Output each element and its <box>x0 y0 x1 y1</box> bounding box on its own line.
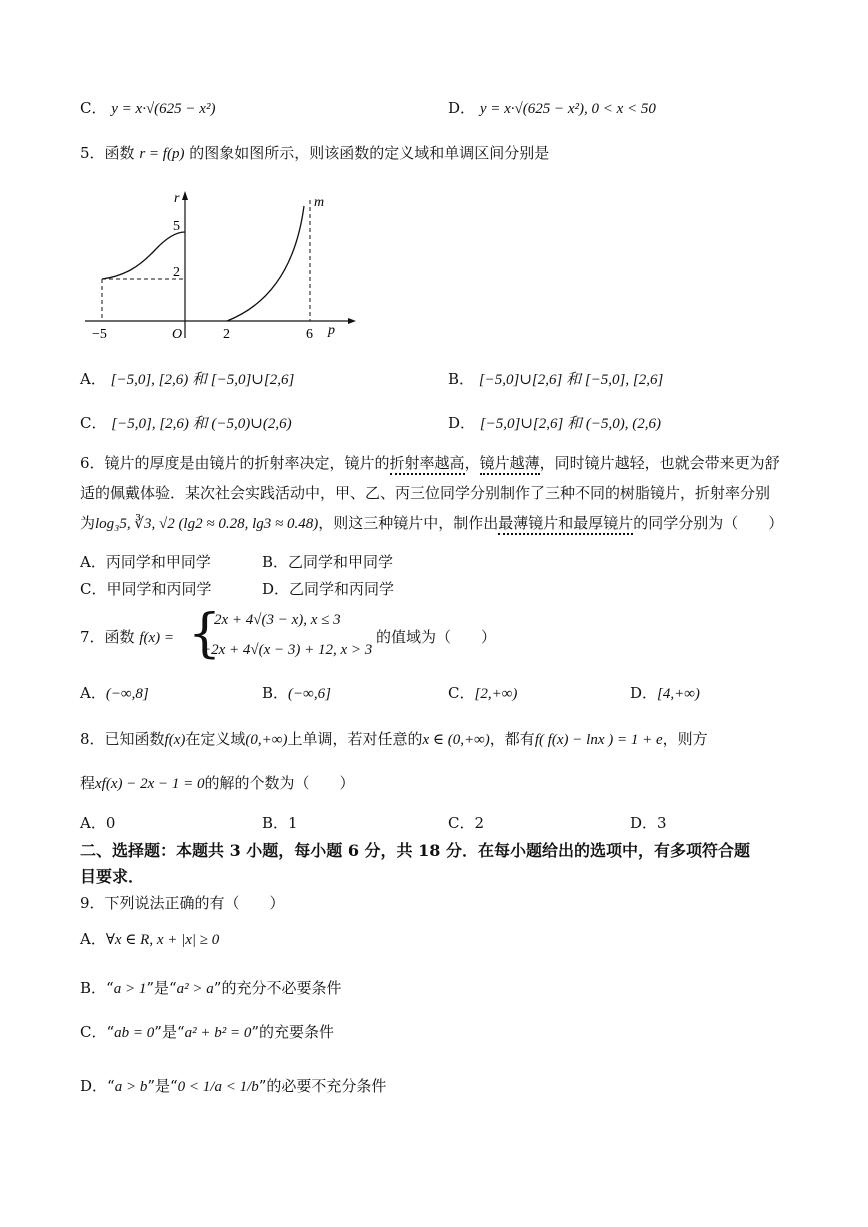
q5-function-graph <box>80 188 360 348</box>
stem-text: ，则这三种镜片中，制作出 <box>318 514 499 532</box>
y-axis-arrow-icon <box>182 191 188 200</box>
option-label: A． <box>80 684 106 702</box>
option-text: ”是“ <box>154 1023 185 1041</box>
stem-text: 适的佩戴体验．某次社会实践活动中，甲、乙、丙三位同学分别制作了三种不同的树脂镜片，折射率分别 <box>80 484 771 502</box>
stem-text: 6．镜片的厚度是由镜片的折射率决定，镜片的 <box>80 454 390 472</box>
q9-option-c <box>80 1021 334 1042</box>
option-label: C． <box>80 414 107 432</box>
q7-option-b <box>262 682 331 703</box>
stem-expression: f(x) <box>164 732 186 748</box>
stem-expression: f( f(x) − lnx ) = 1 + e <box>534 732 663 748</box>
q5-option-a <box>80 368 294 389</box>
q8-option-c: C．2 <box>448 814 485 832</box>
x-axis-arrow-icon <box>348 318 356 324</box>
origin-label: O <box>172 327 183 342</box>
curve-right <box>227 206 304 321</box>
q4-option-c <box>80 97 215 118</box>
option-text: ”是“ <box>146 979 177 997</box>
option-label: D． <box>448 99 476 117</box>
option-label: D． <box>80 1077 108 1095</box>
q7-case-2: −2x + 4√(x − 3) + 12, x > 3 <box>201 642 373 658</box>
option-label: C． <box>448 684 475 702</box>
option-text: ”的充分不必要条件 <box>213 979 342 997</box>
tick-label-x: 6 <box>306 327 313 342</box>
emphasis-text: 最薄镜片和最厚镜片 <box>498 514 633 535</box>
stem-text: 8．已知函数 <box>80 730 165 748</box>
curve-label-m: m <box>314 195 325 210</box>
q6-stem-line3 <box>80 512 783 533</box>
q6-stem-line1 <box>80 452 780 473</box>
stem-expression: (0,+∞) <box>245 732 288 748</box>
option-label: A． <box>80 370 106 388</box>
option-expression: ∀x ∈ R, x + |x| ≥ 0 <box>105 932 220 948</box>
q7-stem-tail: 的值域为（ ） <box>376 628 497 646</box>
q7-case-1: 2x + 4√(3 − x), x ≤ 3 <box>214 612 341 628</box>
option-expression: [2,+∞) <box>474 686 518 702</box>
quote-mark: “ <box>106 1023 115 1041</box>
option-label: D． <box>630 684 658 702</box>
q9-option-b <box>80 977 341 998</box>
stem-text: ，都有 <box>489 730 535 748</box>
stem-text: ， <box>464 454 480 472</box>
q6-option-b: B．乙同学和甲同学 <box>262 553 394 571</box>
stem-text: 为 <box>80 514 96 532</box>
q9-stem: 9．下列说法正确的有（ ） <box>80 894 285 912</box>
stem-expression: r = f(p) <box>139 146 185 162</box>
stem-text: 在定义域 <box>185 730 246 748</box>
tick-label-x: 2 <box>223 327 230 342</box>
emphasis-text: 折射率越高 <box>390 454 465 475</box>
emphasis-text: 镜片越薄 <box>480 454 540 475</box>
option-expression: a > b <box>114 1079 148 1095</box>
option-expression: a² > a <box>176 981 214 997</box>
stem-text: 上单调，若对任意的 <box>287 730 423 748</box>
q8-option-a: A．0 <box>80 814 116 832</box>
stem-expression: xf(x) − 2x − 1 = 0 <box>95 776 205 792</box>
option-label: A． <box>80 930 106 948</box>
q7-option-a <box>80 682 149 703</box>
option-label: B． <box>80 979 107 997</box>
q8-stem-line1 <box>80 728 708 749</box>
quote-mark: “ <box>106 979 114 997</box>
option-expression: [−5,0], [2,6) 和 [−5,0]∪[2,6] <box>110 372 295 388</box>
q5-option-c <box>80 412 292 433</box>
option-expression: [−5,0]∪[2,6] 和 (−5,0), (2,6) <box>479 416 661 432</box>
stem-text: ，同时镜片越轻，也就会带来更为舒 <box>539 454 780 472</box>
q8-stem-line2 <box>80 772 355 793</box>
q8-option-d: D．3 <box>630 814 667 832</box>
option-label: C． <box>80 1023 107 1041</box>
q5-option-b <box>448 368 663 389</box>
stem-text: 的图象如图所示，则该函数的定义域和单调区间分别是 <box>189 144 550 162</box>
q5-stem <box>80 142 549 163</box>
option-expression: y = x·√(625 − x²) <box>111 101 216 117</box>
stem-text: 的解的个数为（ ） <box>204 774 355 792</box>
q5-option-d <box>448 412 661 433</box>
y-axis-label: r <box>174 191 180 206</box>
q7-stem <box>80 626 174 647</box>
option-label: C． <box>80 99 107 117</box>
q8-option-b: B．1 <box>262 814 298 832</box>
q6-option-d: D．乙同学和丙同学 <box>262 580 395 598</box>
section-heading: 二、选择题：本题共 3 小题，每小题 6 分，共 18 分．在每小题给出的选项中，有多项符合题 <box>80 841 750 860</box>
q6-option-c: C．甲同学和丙同学 <box>80 580 212 598</box>
option-expression: (−∞,8] <box>105 686 149 702</box>
stem-text: 5．函数 <box>80 144 135 162</box>
stem-expression: x ∈ (0,+∞) <box>422 732 490 748</box>
option-text: ”是“ <box>147 1077 178 1095</box>
q6-option-a: A．丙同学和甲同学 <box>80 553 211 571</box>
option-expression: 0 < 1/a < 1/b <box>177 1079 259 1095</box>
q6-stem-line2 <box>80 482 770 503</box>
option-label: B． <box>262 684 289 702</box>
option-expression: (−∞,6] <box>288 686 331 702</box>
tick-label-x: −5 <box>92 327 107 342</box>
function-name: f(x) = <box>139 630 175 646</box>
piecewise-brace-icon: { <box>188 604 222 664</box>
stem-text: 程 <box>80 774 96 792</box>
tick-label-y: 2 <box>173 265 180 280</box>
option-expression: a > 1 <box>113 981 147 997</box>
q7-option-d <box>630 682 700 703</box>
section-heading-cont: 目要求． <box>80 867 145 886</box>
x-axis-label: p <box>328 323 335 338</box>
option-expression: a² + b² = 0 <box>184 1025 252 1041</box>
option-text: ”的必要不充分条件 <box>258 1077 387 1095</box>
q9-option-a <box>80 928 219 949</box>
option-label: D． <box>448 414 476 432</box>
q7-option-c <box>448 682 517 703</box>
tick-label-y: 5 <box>173 219 180 234</box>
quote-mark: “ <box>107 1077 115 1095</box>
option-expression: [−5,0], [2,6) 和 (−5,0)∪(2,6) <box>111 416 292 432</box>
option-expression: ab = 0 <box>114 1025 155 1041</box>
option-expression: [−5,0]∪[2,6] 和 [−5,0], [2,6] <box>478 372 664 388</box>
option-text: ”的充要条件 <box>251 1023 335 1041</box>
option-expression: y = x·√(625 − x²), 0 < x < 50 <box>479 101 656 117</box>
stem-text: 的同学分别为（ ） <box>633 514 784 532</box>
q4-option-d <box>448 97 656 118</box>
stem-text: 7．函数 <box>80 628 135 646</box>
option-label: B． <box>448 370 475 388</box>
stem-text: ，则方 <box>662 730 708 748</box>
q9-option-d <box>80 1075 386 1096</box>
stem-expression: log₃5, ∛3, √2 (lg2 ≈ 0.28, lg3 ≈ 0.48) <box>95 516 319 532</box>
option-expression: [4,+∞) <box>657 686 700 702</box>
